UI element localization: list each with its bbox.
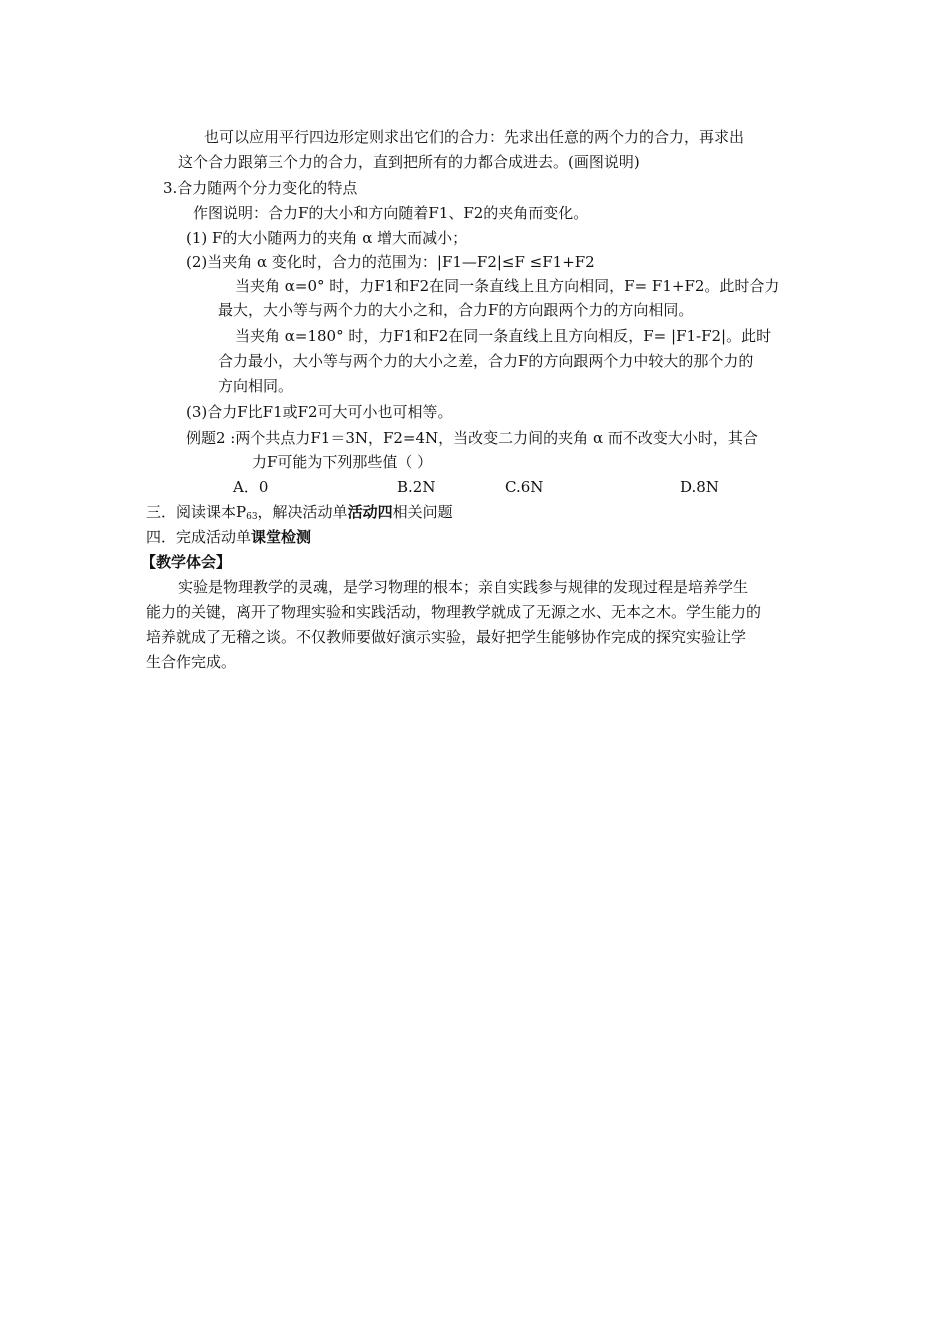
activity-four: 活动四 bbox=[347, 503, 393, 521]
section-three-text-2: ，解决活动单 bbox=[257, 503, 348, 521]
reflection-title: 【教学体会】 bbox=[141, 553, 232, 571]
class-test: 课堂检测 bbox=[251, 528, 312, 546]
case-zero-line-2: 最大，大小等与两个力的大小之和，合力F的方向跟两个力的方向相同。 bbox=[218, 301, 694, 319]
example-2-line-2: 力F可能为下列那些值（ ） bbox=[252, 453, 433, 471]
reflection-line-2: 能力的关键，离开了物理实验和实践活动，物理教学就成了无源之水、无本之木。学生能力的 bbox=[146, 603, 762, 621]
section-three-text: 三．阅读课本P bbox=[146, 503, 247, 521]
point-1: (1) F的大小随两力的夹角 α 增大而减小； bbox=[186, 229, 468, 247]
page-number: 63 bbox=[246, 512, 258, 522]
option-d: D.8N bbox=[680, 478, 719, 496]
option-c: C.6N bbox=[505, 478, 544, 496]
option-a: A．0 bbox=[233, 478, 269, 496]
parallel-rule-line-1: 也可以应用平行四边形定则求出它们的合力：先求出任意的两个力的合力，再求出 bbox=[204, 128, 745, 146]
case-180-line-1: 当夹角 α=180° 时，力F1和F2在同一条直线上且方向相反，F= |F1-F2|。此时 bbox=[235, 327, 772, 345]
section-four-text: 四．完成活动单 bbox=[146, 528, 252, 546]
answer-options bbox=[0, 477, 950, 497]
section-three bbox=[146, 502, 453, 527]
section-four bbox=[146, 527, 311, 547]
point-3: (3)合力F比F1或F2可大可小也可相等。 bbox=[186, 403, 453, 421]
option-b: B.2N bbox=[397, 478, 436, 496]
reflection-line-3: 培养就成了无稽之谈。不仅教师要做好演示实验，最好把学生能够协作完成的探究实验让学 bbox=[146, 628, 747, 646]
case-180-line-2: 合力最小，大小等与两个力的大小之差，合力F的方向跟两个力中较大的那个力的 bbox=[218, 352, 754, 370]
reflection-line-1: 实验是物理教学的灵魂，是学习物理的根本；亲自实践参与规律的发现过程是培养学生 bbox=[178, 578, 749, 596]
section-heading-3: 3.合力随两个分力变化的特点 bbox=[163, 179, 358, 197]
drawing-note: 作图说明：合力F的大小和方向随着F1、F2的夹角而变化。 bbox=[193, 204, 589, 222]
case-zero-line-1: 当夹角 α=0° 时，力F1和F2在同一条直线上且方向相同，F= F1+F2。此时合力 bbox=[235, 277, 780, 295]
section-three-text-3: 相关问题 bbox=[392, 503, 453, 521]
parallel-rule-line-2: 这个合力跟第三个力的合力，直到把所有的力都合成进去。(画图说明) bbox=[178, 153, 640, 171]
point-2: (2)当夹角 α 变化时，合力的范围为：|F1—F2|≤F ≤F1+F2 bbox=[186, 253, 595, 271]
example-2-line-1: 例题2 :两个共点力F1＝3N，F2=4N，当改变二力间的夹角 α 而不改变大小时，其合 bbox=[186, 429, 758, 447]
case-180-line-3: 方向相同。 bbox=[218, 377, 294, 395]
reflection-line-4: 生合作完成。 bbox=[146, 653, 237, 671]
